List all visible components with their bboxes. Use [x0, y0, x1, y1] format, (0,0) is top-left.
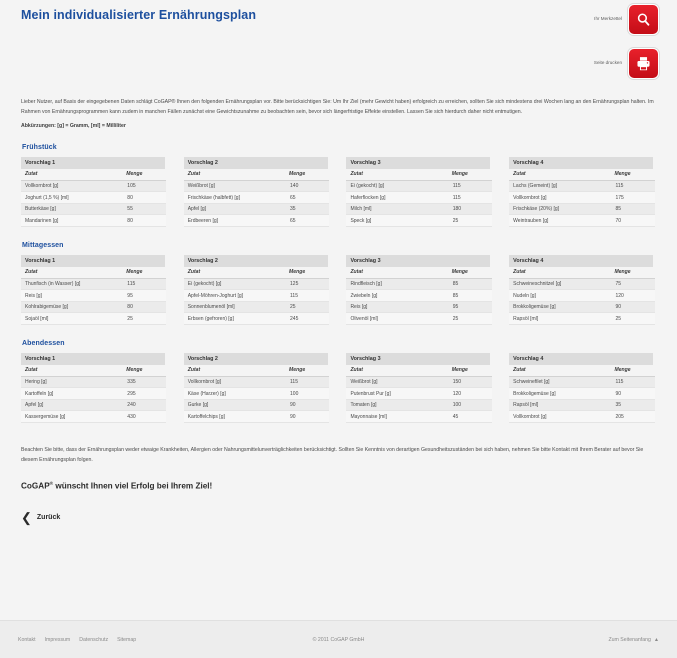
footer-link-kontakt[interactable]: Kontakt — [18, 636, 36, 643]
cell-zutat: Weintrauben [g] — [509, 215, 611, 227]
cell-menge: 115 — [286, 376, 329, 388]
cell-zutat: Sojaöl [ml] — [21, 313, 123, 325]
cell-zutat: Rapsöl [ml] — [509, 399, 611, 411]
column-spacer — [166, 255, 183, 267]
header-menge: Menge — [611, 267, 654, 279]
header-zutat: Zutat — [346, 169, 448, 181]
cell-menge: 115 — [449, 180, 492, 192]
cell-zutat: Rindfleisch [g] — [346, 278, 448, 290]
cell-zutat: Butterkäse [g] — [21, 203, 123, 215]
column-spacer — [492, 169, 509, 181]
suggestion-title: Vorschlag 4 — [509, 353, 654, 365]
header-menge: Menge — [611, 365, 654, 377]
intro-block — [18, 98, 659, 129]
column-spacer — [166, 399, 183, 411]
footer-link-impressum[interactable]: Impressum — [44, 636, 71, 643]
column-spacer — [166, 192, 183, 204]
table-row — [21, 376, 655, 388]
column-spacer — [329, 290, 346, 302]
column-spacer — [492, 376, 509, 388]
cell-zutat: Lachs (Gemeint) [g] — [509, 180, 611, 192]
header-zutat: Zutat — [509, 169, 611, 181]
back-to-top-label: Zum Seitenanfang — [608, 636, 651, 643]
column-spacer — [329, 388, 346, 400]
column-header-row — [21, 169, 655, 181]
column-spacer — [329, 215, 346, 227]
header-menge: Menge — [449, 267, 492, 279]
column-spacer — [166, 169, 183, 181]
header-zutat: Zutat — [21, 267, 123, 279]
cell-menge: 180 — [449, 203, 492, 215]
wish-text: wünscht Ihnen viel Erfolg bei Ihrem Ziel! — [53, 481, 213, 491]
cell-menge: 245 — [286, 313, 329, 325]
header-tools — [529, 4, 659, 92]
column-spacer — [329, 365, 346, 377]
cell-zutat: Brokkoligemüse [g] — [509, 301, 611, 313]
table-row — [21, 215, 655, 227]
column-spacer — [492, 411, 509, 423]
back-link[interactable] — [18, 511, 63, 524]
cell-zutat: Kassergemüse [g] — [21, 411, 123, 423]
column-spacer — [166, 267, 183, 279]
header-zutat: Zutat — [346, 267, 448, 279]
cell-menge: 95 — [123, 290, 166, 302]
cell-zutat: Reis [g] — [21, 290, 123, 302]
table-row — [21, 411, 655, 423]
column-spacer — [329, 169, 346, 181]
table-row — [21, 278, 655, 290]
column-spacer — [329, 313, 346, 325]
header-zutat: Zutat — [184, 267, 286, 279]
cell-zutat: Schweineschnitzel [g] — [509, 278, 611, 290]
cell-zutat: Vollkornbrot [g] — [509, 192, 611, 204]
column-spacer — [166, 215, 183, 227]
meal-section-frühstück — [18, 144, 659, 227]
cell-zutat: Haferflocken [g] — [346, 192, 448, 204]
print-tool[interactable] — [529, 48, 659, 79]
cell-zutat: Mandarinen [g] — [21, 215, 123, 227]
column-spacer — [166, 278, 183, 290]
suggestion-title: Vorschlag 1 — [21, 157, 166, 169]
header-menge: Menge — [123, 267, 166, 279]
back-link-label: Zurück — [36, 513, 61, 521]
column-spacer — [492, 353, 509, 365]
cell-menge: 100 — [449, 399, 492, 411]
cell-menge: 25 — [286, 301, 329, 313]
header-menge: Menge — [286, 267, 329, 279]
header-menge: Menge — [123, 365, 166, 377]
cell-zutat: Joghurt (1,5 %) [ml] — [21, 192, 123, 204]
cell-menge: 95 — [449, 301, 492, 313]
cell-zutat: Brokkoligemüse [g] — [509, 388, 611, 400]
cell-zutat: Thunfisch (in Wasser) [g] — [21, 278, 123, 290]
meal-table — [21, 157, 656, 227]
footer-copyright: © 2011 CoGAP GmbH — [312, 636, 365, 643]
cell-zutat: Apfel [g] — [21, 399, 123, 411]
column-spacer — [166, 180, 183, 192]
cell-menge: 100 — [286, 388, 329, 400]
cell-menge: 430 — [123, 411, 166, 423]
cell-menge: 115 — [611, 180, 654, 192]
header-zutat: Zutat — [21, 365, 123, 377]
column-spacer — [492, 203, 509, 215]
cell-zutat: Weißbrot [g] — [346, 376, 448, 388]
cell-menge: 85 — [449, 290, 492, 302]
header-zutat: Zutat — [21, 169, 123, 181]
cell-zutat: Sonnenblumenöl [ml] — [184, 301, 286, 313]
cell-menge: 55 — [123, 203, 166, 215]
page-header — [18, 0, 659, 96]
column-spacer — [492, 399, 509, 411]
column-spacer — [166, 313, 183, 325]
column-spacer — [492, 180, 509, 192]
header-zutat: Zutat — [509, 267, 611, 279]
cell-menge: 90 — [286, 411, 329, 423]
cell-menge: 115 — [449, 192, 492, 204]
cell-zutat: Nudeln [g] — [509, 290, 611, 302]
meal-section-mittagessen — [18, 242, 659, 325]
header-menge: Menge — [611, 169, 654, 181]
cell-menge: 140 — [286, 180, 329, 192]
cell-menge: 25 — [449, 313, 492, 325]
wish-brand: CoGAP — [21, 481, 50, 491]
page-title: Mein individualisierter Ernährungsplan — [21, 8, 257, 22]
suggestion-header-row — [21, 353, 655, 365]
header-zutat: Zutat — [346, 365, 448, 377]
cell-zutat: Olivenöl [ml] — [346, 313, 448, 325]
cell-menge: 25 — [449, 215, 492, 227]
cell-zutat: Käse (Harzer) [g] — [184, 388, 286, 400]
cell-menge: 65 — [286, 215, 329, 227]
column-spacer — [329, 301, 346, 313]
cell-menge: 80 — [123, 215, 166, 227]
column-spacer — [166, 157, 183, 169]
cell-menge: 80 — [123, 192, 166, 204]
cell-menge: 335 — [123, 376, 166, 388]
suggestion-title: Vorschlag 2 — [184, 255, 329, 267]
table-row — [21, 290, 655, 302]
table-row — [21, 388, 655, 400]
table-row — [21, 301, 655, 313]
cell-zutat: Mayonnaise [ml] — [346, 411, 448, 423]
cell-menge: 240 — [123, 399, 166, 411]
cell-menge: 35 — [286, 203, 329, 215]
column-spacer — [329, 353, 346, 365]
column-spacer — [329, 192, 346, 204]
table-row — [21, 203, 655, 215]
cell-menge: 85 — [449, 278, 492, 290]
cell-zutat: Gurke [g] — [184, 399, 286, 411]
table-row — [21, 192, 655, 204]
column-header-row — [21, 267, 655, 279]
header-zutat: Zutat — [184, 365, 286, 377]
suggestion-title: Vorschlag 3 — [346, 157, 491, 169]
table-row — [21, 399, 655, 411]
table-row — [21, 180, 655, 192]
header-menge: Menge — [286, 169, 329, 181]
cell-zutat: Rapsöl [ml] — [509, 313, 611, 325]
cell-menge: 115 — [123, 278, 166, 290]
column-spacer — [329, 399, 346, 411]
suggestion-header-row — [21, 157, 655, 169]
cell-menge: 35 — [611, 399, 654, 411]
cell-zutat: Milch [ml] — [346, 203, 448, 215]
cell-menge: 25 — [611, 313, 654, 325]
closing-block — [18, 445, 659, 465]
cell-zutat: Kohlrabigemüse [g] — [21, 301, 123, 313]
cell-zutat: Vollkornbrot [g] — [21, 180, 123, 192]
header-menge: Menge — [449, 169, 492, 181]
column-spacer — [329, 278, 346, 290]
cell-menge: 295 — [123, 388, 166, 400]
column-spacer — [329, 255, 346, 267]
suggestion-title: Vorschlag 1 — [21, 255, 166, 267]
meal-table — [21, 255, 656, 325]
cell-menge: 70 — [611, 215, 654, 227]
merkzettel-tool[interactable] — [529, 4, 659, 35]
cell-menge: 90 — [611, 388, 654, 400]
cell-zutat: Tomaten [g] — [346, 399, 448, 411]
cell-zutat: Weißbrot [g] — [184, 180, 286, 192]
suggestion-title: Vorschlag 2 — [184, 353, 329, 365]
column-spacer — [492, 157, 509, 169]
column-header-row — [21, 365, 655, 377]
meal-section-abendessen — [18, 340, 659, 423]
header-menge: Menge — [123, 169, 166, 181]
cell-zutat: Ei (gekocht) [g] — [346, 180, 448, 192]
cell-menge: 90 — [286, 399, 329, 411]
cell-zutat: Schweinefilet [g] — [509, 376, 611, 388]
meal-title: Frühstück — [22, 143, 57, 151]
registered-mark: ® — [49, 481, 54, 487]
cell-menge: 205 — [611, 411, 654, 423]
column-spacer — [329, 411, 346, 423]
column-spacer — [166, 203, 183, 215]
cell-zutat: Hering [g] — [21, 376, 123, 388]
page-footer — [0, 620, 677, 658]
cell-zutat: Zwiebeln [g] — [346, 290, 448, 302]
cell-zutat: Kartoffeln [g] — [21, 388, 123, 400]
cell-menge: 120 — [611, 290, 654, 302]
wish-line — [18, 481, 659, 491]
column-spacer — [492, 365, 509, 377]
meal-table — [21, 353, 656, 423]
back-to-top-link[interactable] — [608, 637, 659, 643]
magnifier-icon[interactable] — [628, 4, 659, 35]
column-spacer — [166, 301, 183, 313]
cell-menge: 65 — [286, 192, 329, 204]
column-spacer — [166, 376, 183, 388]
column-spacer — [492, 255, 509, 267]
footer-link-datenschutz[interactable]: Datenschutz — [79, 636, 109, 643]
abbreviations-line: Abkürzungen: [g] = Gramm, [ml] = Milliliter — [21, 122, 126, 129]
meal-title: Abendessen — [22, 339, 65, 347]
column-spacer — [492, 290, 509, 302]
cell-zutat: Erbsen (gefroren) [g] — [184, 313, 286, 325]
suggestion-title: Vorschlag 3 — [346, 255, 491, 267]
cell-zutat: Vollkornbrot [g] — [509, 411, 611, 423]
cell-menge: 115 — [611, 376, 654, 388]
cell-zutat: Reis [g] — [346, 301, 448, 313]
suggestion-title: Vorschlag 4 — [509, 157, 654, 169]
column-spacer — [166, 388, 183, 400]
column-spacer — [329, 180, 346, 192]
table-row — [21, 313, 655, 325]
cell-menge: 80 — [123, 301, 166, 313]
intro-paragraph: Lieber Nutzer, auf Basis der eingegebenen Daten schlägt CoGAP® Ihnen den folgenden Ernährungsplan vor. Bitte berücksichtigen Sie: Um Ihr Ziel (mehr Gewicht haben) erfolgreich zu erreichen, sollten Sie sich mindestens drei Wochen lang an den Ernährungsplan halten. Im Rahmen von Ernährungsprogrammen kann zudem in manchen Fällen zunächst eine Gewichtszunahme zu beobachten sein, bevor sich längerfristige Effekte einstellen. Lassen Sie sich hierdurch daher nicht entmutigen. — [21, 99, 654, 115]
column-spacer — [166, 353, 183, 365]
cell-menge: 75 — [611, 278, 654, 290]
column-spacer — [329, 157, 346, 169]
merkzettel-label: Ihr Merkzettel — [594, 16, 622, 22]
chevron-left-icon: ❮ — [21, 509, 32, 525]
cell-zutat: Vollkornbrot [g] — [184, 376, 286, 388]
cell-zutat: Speck [g] — [346, 215, 448, 227]
suggestion-title: Vorschlag 4 — [509, 255, 654, 267]
cell-zutat: Apfel-Möhren-Joghurt [g] — [184, 290, 286, 302]
cell-menge: 85 — [611, 203, 654, 215]
cell-menge: 45 — [449, 411, 492, 423]
disclaimer-text: Beachten Sie bitte, dass der Ernährungsplan weder etwaige Krankheiten, Allergien oder Nahrungsmittelunverträglichkeiten berücksichtigt. Sollten Sie Kenntnis von derartigen Gesundheitszuständen bei sich haben, nehmen Sie bitte Kontakt mit Ihrem Berater auf bevor Sie diesem Ernährungsplan folgen. — [21, 446, 644, 464]
cell-zutat: Erdbeeren [g] — [184, 215, 286, 227]
column-spacer — [329, 203, 346, 215]
footer-link-sitemap[interactable]: Sitemap — [117, 636, 137, 643]
cell-menge: 120 — [449, 388, 492, 400]
header-menge: Menge — [449, 365, 492, 377]
column-spacer — [492, 388, 509, 400]
column-spacer — [166, 365, 183, 377]
header-menge: Menge — [286, 365, 329, 377]
meal-sections — [18, 144, 659, 423]
column-spacer — [166, 411, 183, 423]
suggestion-title: Vorschlag 3 — [346, 353, 491, 365]
cell-zutat: Frischkäse (20%) [g] — [509, 203, 611, 215]
column-spacer — [492, 192, 509, 204]
cell-menge: 175 — [611, 192, 654, 204]
suggestion-header-row — [21, 255, 655, 267]
column-spacer — [329, 376, 346, 388]
cell-zutat: Putenbrust Pur [g] — [346, 388, 448, 400]
cell-menge: 90 — [611, 301, 654, 313]
cell-zutat: Kartoffelchips [g] — [184, 411, 286, 423]
cell-menge: 25 — [123, 313, 166, 325]
suggestion-title: Vorschlag 2 — [184, 157, 329, 169]
cell-menge: 150 — [449, 376, 492, 388]
cell-zutat: Ei (gekocht) [g] — [184, 278, 286, 290]
column-spacer — [492, 267, 509, 279]
header-zutat: Zutat — [184, 169, 286, 181]
header-zutat: Zutat — [509, 365, 611, 377]
arrow-up-icon: ▲ — [653, 636, 659, 643]
column-spacer — [492, 301, 509, 313]
meal-title: Mittagessen — [22, 241, 64, 249]
column-spacer — [492, 278, 509, 290]
cell-menge: 115 — [286, 290, 329, 302]
column-spacer — [492, 215, 509, 227]
column-spacer — [329, 267, 346, 279]
cell-zutat: Apfel [g] — [184, 203, 286, 215]
printer-icon[interactable] — [628, 48, 659, 79]
cell-menge: 105 — [123, 180, 166, 192]
cell-zutat: Frischkäse (halbfett) [g] — [184, 192, 286, 204]
suggestion-title: Vorschlag 1 — [21, 353, 166, 365]
cell-menge: 125 — [286, 278, 329, 290]
column-spacer — [492, 313, 509, 325]
print-label: Seite drucken — [593, 60, 622, 66]
column-spacer — [166, 290, 183, 302]
